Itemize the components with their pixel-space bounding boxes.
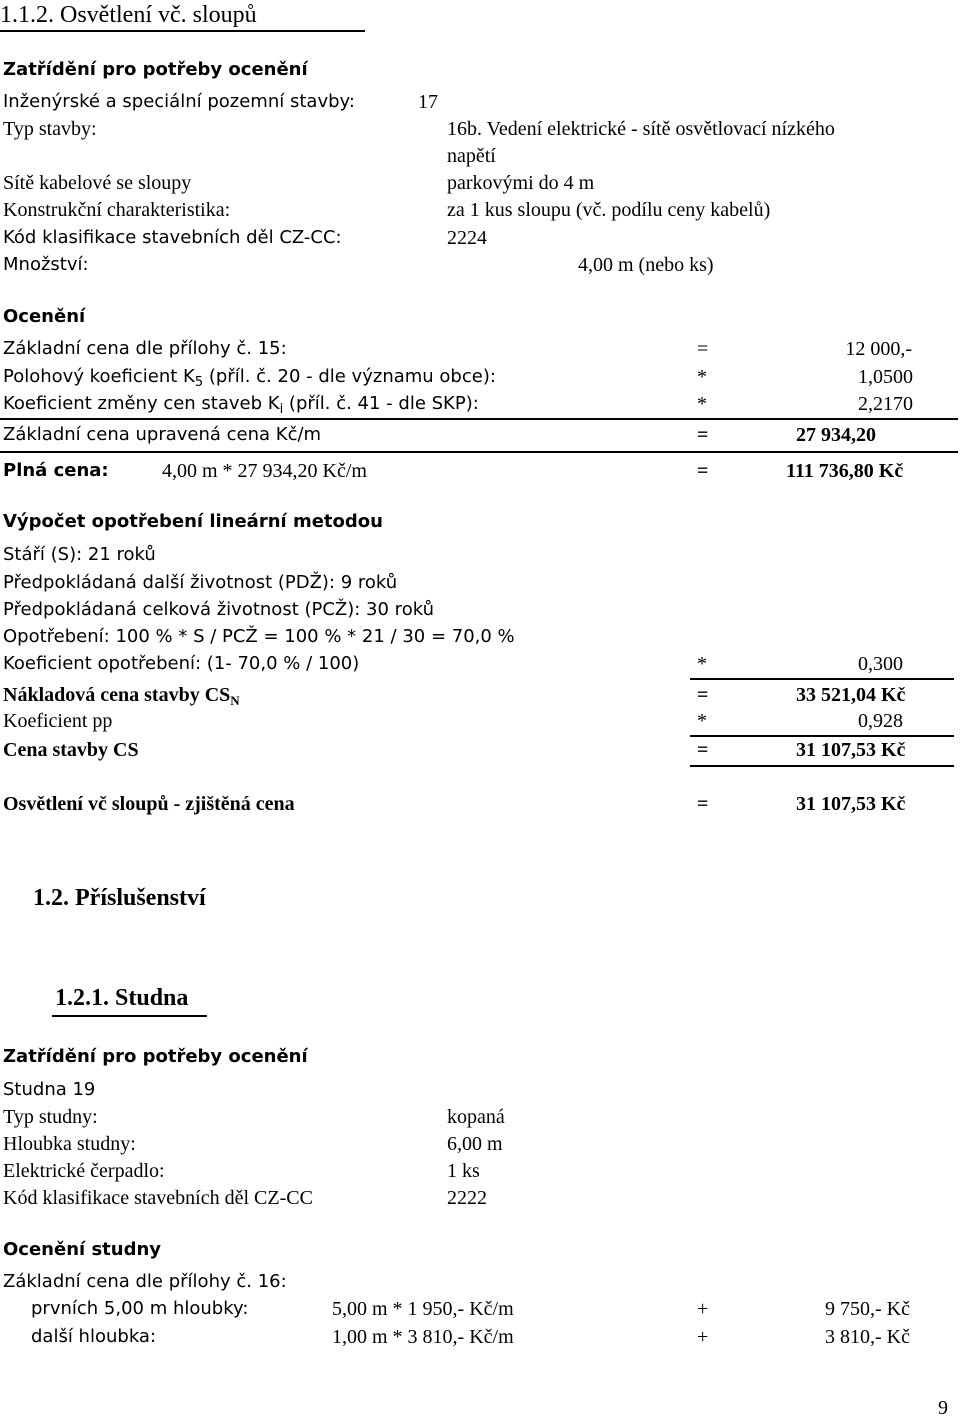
- construction-char-label: Konstrukční charakteristika:: [3, 199, 231, 221]
- well-cz-cc-label: Kód klasifikace stavebních děl CZ-CC: [3, 1187, 313, 1209]
- adjusted-price-operator: =: [697, 424, 709, 446]
- well-extra-depth-operator: +: [697, 1326, 709, 1348]
- well-type-label: Typ studny:: [3, 1106, 98, 1128]
- adjusted-price-label: Základní cena upravená cena Kč/m: [3, 424, 322, 445]
- page-number: 9: [938, 1397, 948, 1419]
- table-rule: [690, 735, 954, 737]
- age-line: Stáří (S): 21 roků: [3, 544, 156, 565]
- depreciation-title: Výpočet opotřebení lineární metodou: [3, 511, 383, 532]
- full-price-formula: 4,00 m * 27 934,20 Kč/m: [162, 460, 367, 482]
- location-coef-value: 1,0500: [858, 366, 913, 388]
- well-extra-depth-value: 3 810,- Kč: [825, 1326, 910, 1348]
- price-change-coef-label: Koeficient změny cen staveb $K_i$ (příl. č. 41 - dle SKP):: [3, 393, 479, 417]
- result-operator: =: [697, 793, 709, 815]
- pump-label: Elektrické čerpadlo:: [3, 1160, 165, 1182]
- construction-category-value: 17: [418, 91, 438, 113]
- pump-value: 1 ks: [447, 1160, 480, 1182]
- well-category-line: Studna 19: [3, 1079, 96, 1100]
- full-price-label: Plná cena:: [3, 460, 109, 481]
- heading-underline: [52, 1015, 207, 1017]
- section-heading: 1.2. Příslušenství: [33, 885, 206, 911]
- network-type-label: Sítě kabelové se sloupy: [3, 172, 192, 194]
- pp-coef-operator: *: [697, 710, 707, 732]
- full-price-value: 111 736,80 Kč: [786, 460, 904, 482]
- table-rule: [0, 451, 958, 453]
- building-price-label: Cena stavby CS: [3, 739, 139, 761]
- building-type-value: 16b. Vedení elektrické - sítě osvětlovací nízkého: [447, 118, 835, 140]
- location-coef-operator: *: [697, 366, 707, 388]
- total-life-line: Předpokládaná celková životnost (PCŽ): 30 roků: [3, 599, 434, 620]
- construction-category-label: Inženýrské a speciální pozemní stavby:: [3, 91, 355, 112]
- well-classification-title: Zatřídění pro potřeby ocenění: [3, 1046, 308, 1067]
- building-type-value-cont: napětí: [447, 145, 496, 167]
- well-first-depth-label: prvních 5,00 m hloubky:: [31, 1298, 249, 1319]
- building-price-value: 31 107,53 Kč: [796, 739, 906, 761]
- construction-char-value: za 1 kus sloupu (vč. podílu ceny kabelů): [447, 199, 771, 221]
- well-extra-depth-label: další hloubka:: [31, 1326, 157, 1347]
- table-rule: [690, 678, 954, 680]
- cz-cc-label: Kód klasifikace stavebních děl CZ-CC:: [3, 227, 342, 248]
- pp-coef-label: Koeficient pp: [3, 710, 113, 732]
- cost-price-operator: =: [697, 684, 709, 706]
- table-rule: [0, 418, 958, 420]
- price-change-coef-value: 2,2170: [858, 393, 913, 415]
- pp-coef-value: 0,928: [858, 710, 903, 732]
- result-value: 31 107,53 Kč: [796, 793, 906, 815]
- well-cz-cc-value: 2222: [447, 1187, 487, 1209]
- subsection-heading: 1.2.1. Studna: [55, 985, 189, 1011]
- well-depth-label: Hloubka studny:: [3, 1133, 136, 1155]
- well-first-depth-operator: +: [697, 1298, 709, 1320]
- result-label: Osvětlení vč sloupů - zjištěná cena: [3, 793, 295, 815]
- well-extra-depth-formula: 1,00 m * 3 810,- Kč/m: [332, 1326, 514, 1348]
- classification-title: Zatřídění pro potřeby ocenění: [3, 59, 308, 80]
- well-first-depth-formula: 5,00 m * 1 950,- Kč/m: [332, 1298, 514, 1320]
- base-price-value: 12 000,-: [845, 338, 912, 360]
- wear-line: Opotřebení: 100 % * S / PCŽ = 100 % * 21 / 30 = 70,0 %: [3, 626, 515, 647]
- network-type-value: parkovými do 4 m: [447, 172, 595, 194]
- wear-coef-value: 0,300: [858, 653, 903, 675]
- valuation-title: Ocenění: [3, 306, 86, 327]
- well-first-depth-value: 9 750,- Kč: [825, 1298, 910, 1320]
- building-type-label: Typ stavby:: [3, 118, 97, 140]
- full-price-operator: =: [697, 460, 709, 482]
- well-valuation-title: Ocenění studny: [3, 1239, 162, 1260]
- well-base-price-intro: Základní cena dle přílohy č. 16:: [3, 1271, 287, 1292]
- remaining-life-line: Předpokládaná další životnost (PDŽ): 9 roků: [3, 572, 398, 593]
- adjusted-price-value: 27 934,20: [796, 424, 876, 446]
- location-coef-label: Polohový koeficient $K_5$ (příl. č. 20 - dle významu obce):: [3, 366, 496, 390]
- cz-cc-value: 2224: [447, 227, 487, 249]
- price-change-coef-operator: *: [697, 393, 707, 415]
- table-rule: [690, 765, 954, 767]
- cost-price-label: Nákladová cena stavby $CS_N$: [3, 684, 240, 708]
- base-price-label: Základní cena dle přílohy č. 15:: [3, 338, 287, 359]
- heading-underline: [0, 30, 365, 32]
- well-type-value: kopaná: [447, 1106, 505, 1128]
- quantity-label: Množství:: [3, 254, 89, 275]
- wear-coef-operator: *: [697, 653, 707, 675]
- building-price-operator: =: [697, 739, 709, 761]
- cost-price-value: 33 521,04 Kč: [796, 684, 906, 706]
- section-heading: 1.1.2. Osvětlení vč. sloupů: [0, 2, 257, 28]
- wear-coef-label: Koeficient opotřebení: (1- 70,0 % / 100): [3, 653, 360, 674]
- well-depth-value: 6,00 m: [447, 1133, 503, 1155]
- base-price-operator: =: [697, 338, 709, 360]
- quantity-value: 4,00 m (nebo ks): [578, 254, 714, 276]
